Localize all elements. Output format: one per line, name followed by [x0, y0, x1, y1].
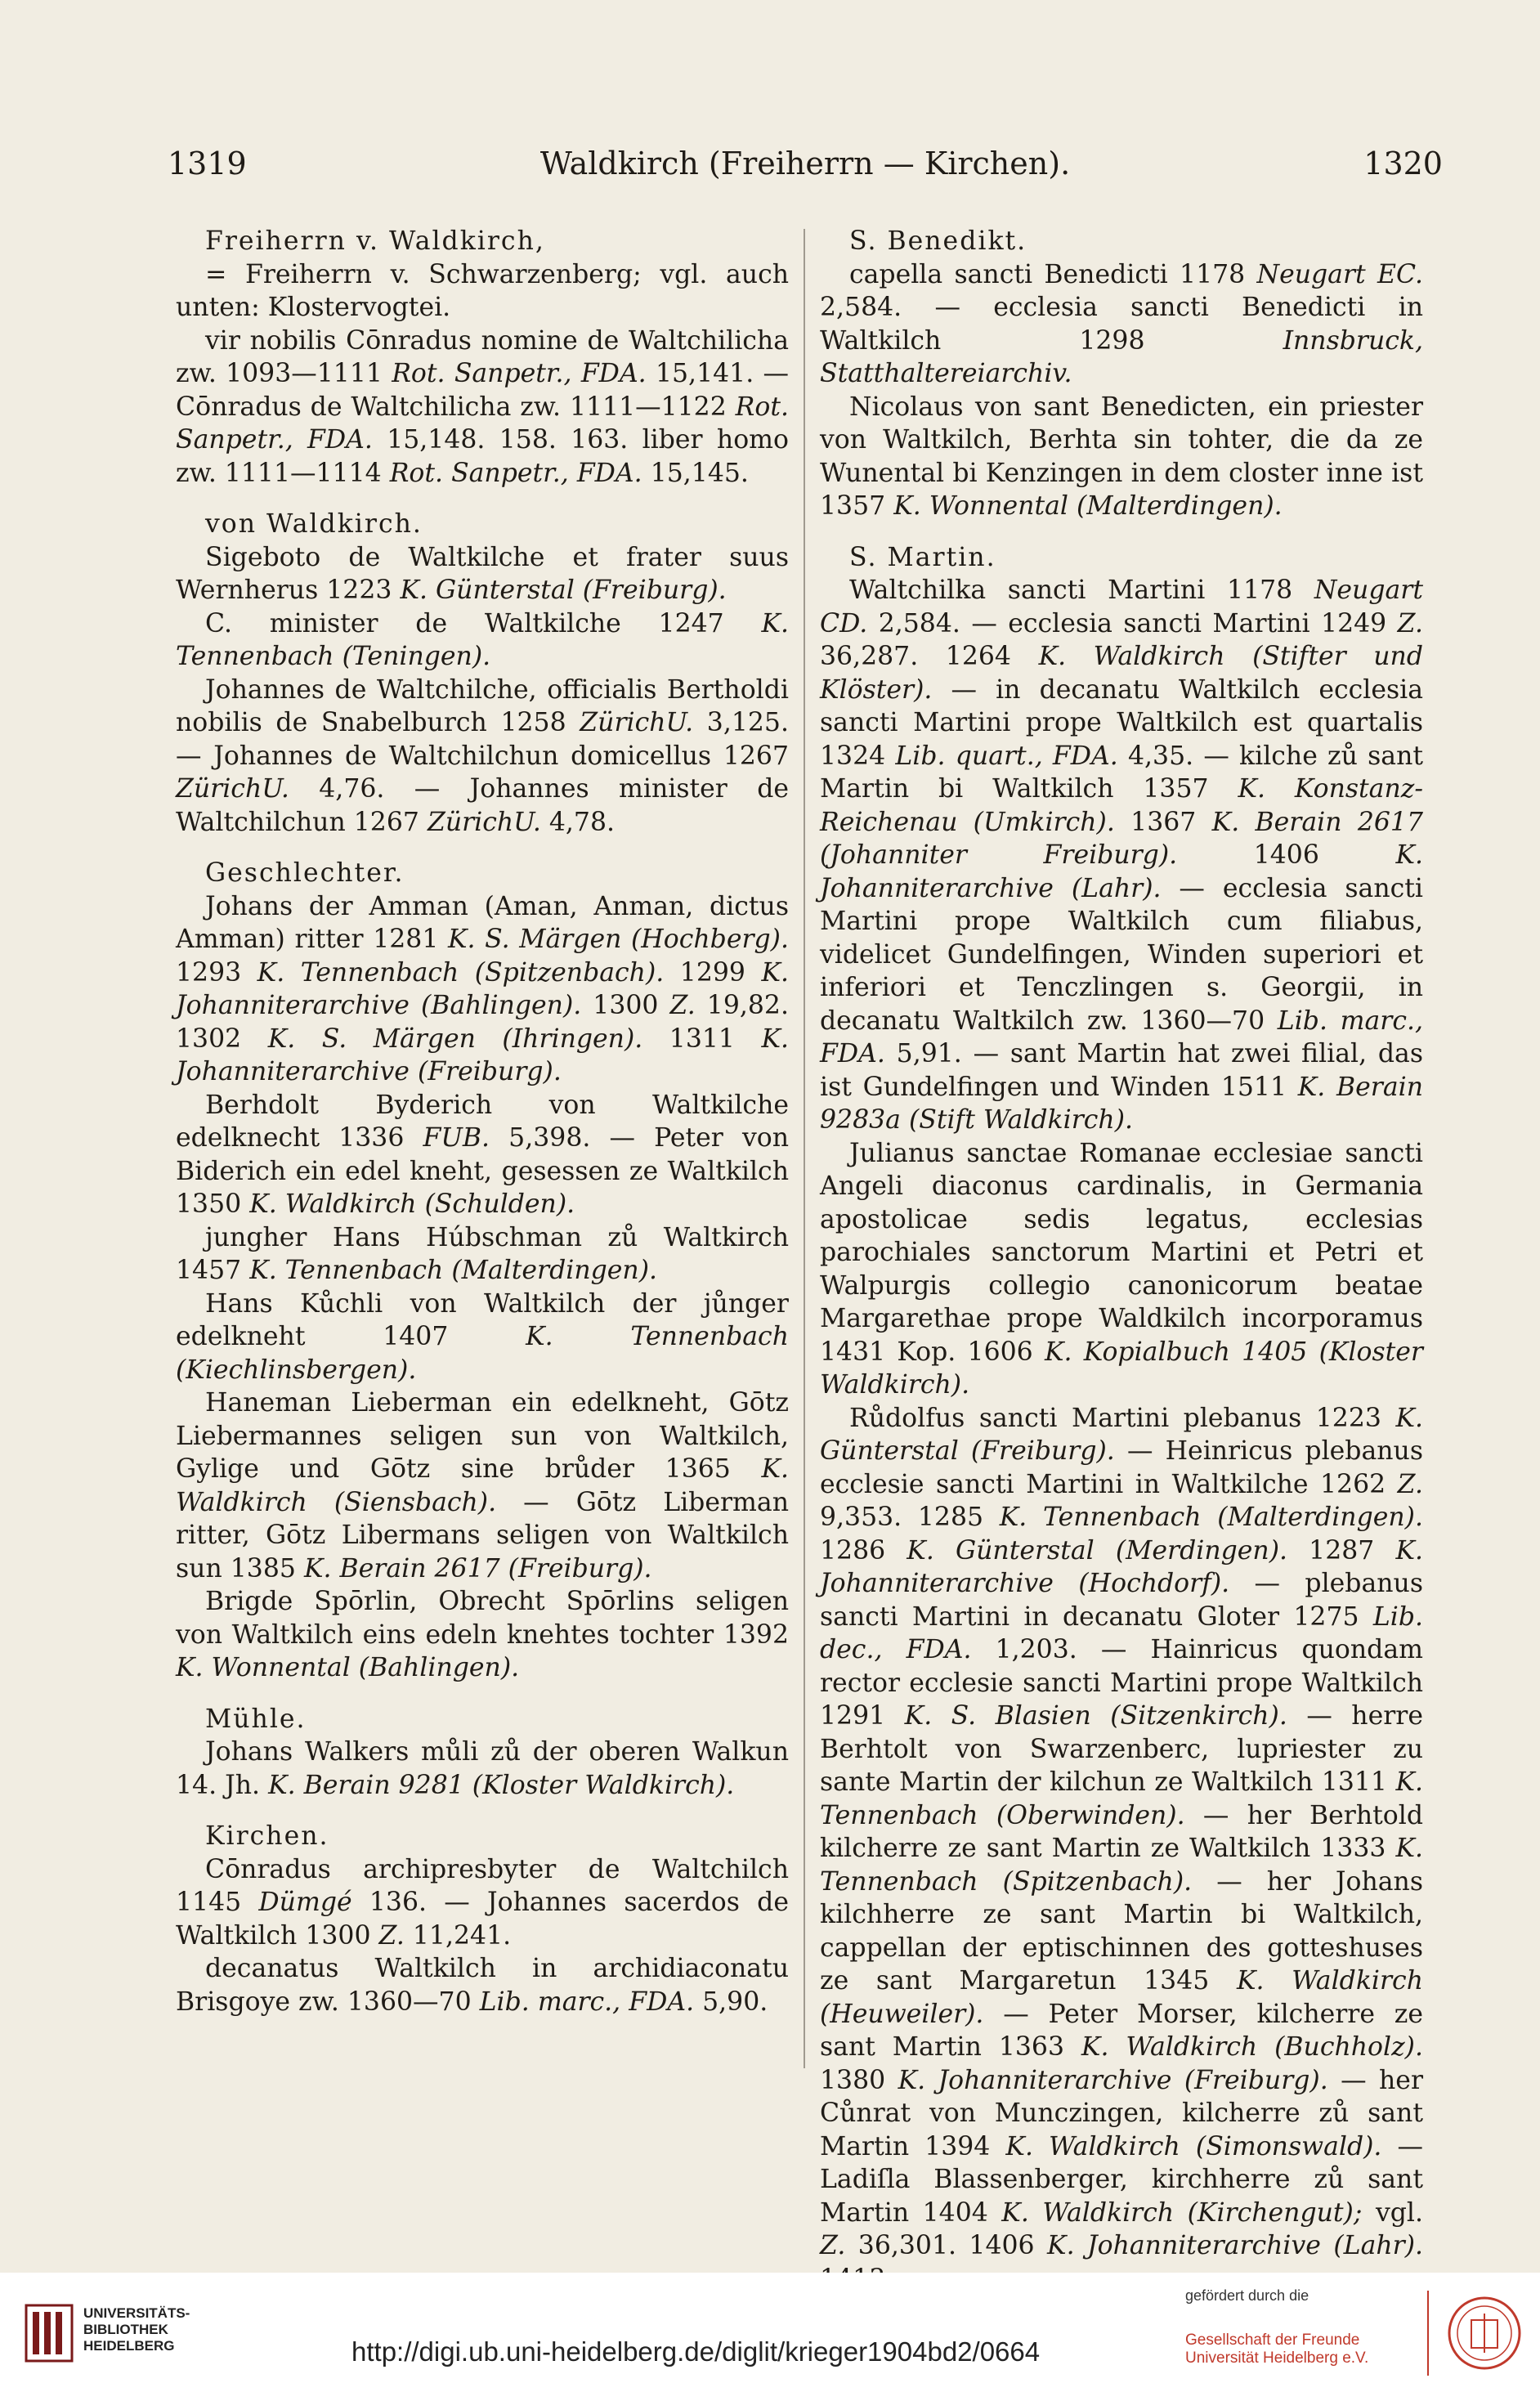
entry-paragraph: Berhdolt Byderich von Waltkilche edelknecht 1336 FUB. 5,398. — Peter von Biderich ein edel kneht, gesessen ze Waltkilch 1350 K. Waldkirch (Schulden).	[176, 1090, 789, 1219]
entry-paragraph: C. minister de Waltkilche 1247 K. Tennenbach (Teningen).	[176, 608, 789, 671]
page-number-right: 1320	[1363, 146, 1443, 181]
sponsor-label: gefördert durch die	[1185, 2287, 1309, 2304]
sponsor-name: Gesellschaft der Freunde Universität Heidelberg e.V.	[1185, 2332, 1369, 2367]
section-heading: Kirchen.	[205, 1821, 329, 1851]
entry-paragraph: Růdolfus sancti Martini plebanus 1223 K. Günterstal (Freiburg). — Heinricus plebanus ecclesie sancti Martini in Waltkilche 1262 Z. 9,353. 1285 K. Tennenbach (Malterdingen). 1286 K. Günterstal (Merdingen). 1287 K. Johanniterarchive (Hochdorf). — plebanus sancti Martini in decanatu Gloter 1275 Lib. dec., FDA. 1,203. — Hainricus quondam rector ecclesie sancti Martini prope Waltkilch 1291 K. S. Blasien (Sitzenkirch). — herre Berhtolt von Swarzenberc, lupriester zu sante Martin der kilchun ze Waltkilch 1311 K. Tennenbach (Oberwinden). — her Berhtold kilcherre ze sant Martin ze Waltkilch 1333 K. Tennenbach (Spitzenbach). — her Johans kilchherre ze sant Martin bi Waltkilch, cappellan der eptischinnen des gotteshuses ze sant Margaretun 1345 K. Waldkirch (Heuweiler). — Peter Morser, kilcherre ze sant Martin 1363 K. Waldkirch (Buchholz). 1380 K. Johanniterarchive (Freiburg). — her Cůnrat von Munczingen, kilcherre zů sant Martin 1394 K. Waldkirch (Simonswald). — Ladiſla Blassenberger, kirchherre zů sant Martin 1404 K. Waldkirch (Kirchengut); vgl. Z. 36,301. 1406 K. Johanniterarchive (Lahr).	[820, 1403, 1424, 2260]
library-name: UNIVERSITÄTS- BIBLIOTHEK HEIDELBERG	[83, 2305, 190, 2354]
entry-paragraph: Johans Walkers můli zů der oberen Walkun 14. Jh. K. Berain 9281 (Kloster Waldkirch).	[176, 1737, 789, 1800]
entry-paragraph: Haneman Lieberman ein edelkneht, Gōtz Liebermannes seligen sun von Waltkilch, Gylige und Gōtz sine brůder 1365 K. Waldkirch (Siensbach). — Gōtz Liberman ritter, Gōtz Libermans seligen von Waltkilch sun 1385 K. Berain 2617 (Freiburg).	[176, 1388, 789, 1583]
footer-bar	[0, 2273, 1540, 2392]
section-heading: S. Martin.	[849, 542, 996, 572]
entry-paragraph: decanatus Waltkilch in archidiaconatu Brisgoye zw. 1360—70 Lib. marc., FDA. 5,90.	[176, 1954, 789, 2017]
section-heading: Geschlechter.	[205, 858, 405, 888]
entry-paragraph: vir nobilis Cōnradus nomine de Waltchilicha zw. 1093—1111 Rot. Sanpetr., FDA. 15,141. — Cōnradus de Waltchilicha zw. 1111—1122 Rot. Sanpetr., FDA. 15,148. 158. 163. liber homo zw. 1111—1114 Rot. Sanpetr., FDA. 15,145.	[176, 325, 789, 488]
right-column	[820, 225, 1423, 2296]
entry-paragraph: Hans Kůchli von Waltkilch der jůnger edelkneht 1407 K. Tennenbach (Kiechlinsbergen).	[176, 1288, 789, 1385]
section-heading: von Waldkirch.	[205, 509, 423, 539]
university-library-logo-icon	[25, 2304, 74, 2363]
section-heading: Mühle.	[205, 1704, 307, 1734]
entry-paragraph: Johans der Amman (Aman, Anman, dictus Amman) ritter 1281 K. S. Märgen (Hochberg). 1293 K. Tennenbach (Spitzenbach). 1299 K. Johanniterarchive (Bahlingen). 1300 Z. 19,82. 1302 K. S. Märgen (Ihringen). 1311 K. Johanniterarchive (Freiburg).	[176, 891, 789, 1086]
entry-paragraph: Waltchilka sancti Martini 1178 Neugart CD. 2,584. — ecclesia sancti Martini 1249 Z. 36,287. 1264 K. Waldkirch (Stifter und Klöster). — in decanatu Waltkilch ecclesia sancti Martini prope Waltkilch est quartalis 1324 Lib. quart., FDA. 4,35. — kilche zů sant Martin bi Waltkilch 1357 K. Konstanz-Reichenau (Umkirch). 1367 K. Berain 2617 (Johanniter Freiburg). 1406 K. Johanniterarchive (Lahr). — ecclesia sancti Martini prope Waltkilch cum filiabus, videlicet Gundelfingen, Winden superiori et inferiori et Tenczlingen s. Georgii, in decanatu Waltkilch zw. 1360—70 Lib. marc., FDA. 5,91. — sant Martin hat zwei filial, das ist Gundelfingen und Winden 1511 K. Berain 9283a (Stift Waldkirch).	[820, 576, 1424, 1135]
page-header	[168, 146, 1443, 195]
entry-paragraph: Sigeboto de Waltkilche et frater suus Wernherus 1223 K. Günterstal (Freiburg).	[176, 542, 789, 605]
section-heading: S. Benedikt.	[849, 226, 1027, 256]
sponsor-divider	[1427, 2291, 1429, 2376]
section-heading: Freiherrn v. Waldkirch,	[205, 226, 545, 256]
source-url-link[interactable]: http://digi.ub.uni-heidelberg.de/diglit/krieger1904bd2/0664	[351, 2336, 1041, 2367]
entry-paragraph: Nicolaus von sant Benedicten, ein priester von Waltkilch, Berhta sin tohter, die da ze Wunental bi Kenzingen in dem closter inne ist 1357 K. Wonnental (Malterdingen).	[820, 392, 1423, 521]
entry-paragraph: = Freiherrn v. Schwarzenberg; vgl. auch unten: Klostervogtei.	[176, 259, 789, 322]
university-seal-icon	[1447, 2296, 1522, 2371]
entry-paragraph: Julianus sanctae Romanae ecclesiae sancti Angeli diaconus cardinalis, in Germania apostolicae sedis legatus, ecclesias parochiales sanctorum Martini et Petri et Walpurgis collegio canonicorum beatae Margarethae prope Waldkilch incorporamus 1431 Kop. 1606 K. Kopialbuch 1405 (Kloster Waldkirch).	[820, 1138, 1423, 1400]
column-divider	[804, 229, 805, 2068]
left-column	[176, 225, 789, 2018]
entry-paragraph: Cōnradus archipresbyter de Waltchilch 1145 Dümgé 136. — Johannes sacerdos de Waltkilch 1300 Z. 11,241.	[176, 1854, 789, 1951]
running-title: Waldkirch (Freiherrn — Kirchen).	[539, 146, 1071, 181]
entry-paragraph: Brigde Spōrlin, Obrecht Spōrlins seligen von Waltkilch eins edeln knehtes tochter 1392 K. Wonnental (Bahlingen).	[176, 1587, 789, 1682]
entry-paragraph: Johannes de Waltchilche, officialis Bertholdi nobilis de Snabelburch 1258 ZürichU. 3,125. — Johannes de Waltchilchun domicellus 1267 ZürichU. 4,76. — Johannes minister de Waltchilchun 1267 ZürichU. 4,78.	[176, 674, 789, 837]
page-number-left: 1319	[168, 146, 247, 181]
entry-paragraph: capella sancti Benedicti 1178 Neugart EC. 2,584. — ecclesia sancti Benedicti in Waltkilch 1298 Innsbruck, Statthaltereiarchiv.	[820, 259, 1423, 388]
entry-paragraph: jungher Hans Húbschman zů Waltkirch 1457 K. Tennenbach (Malterdingen).	[176, 1222, 789, 1285]
